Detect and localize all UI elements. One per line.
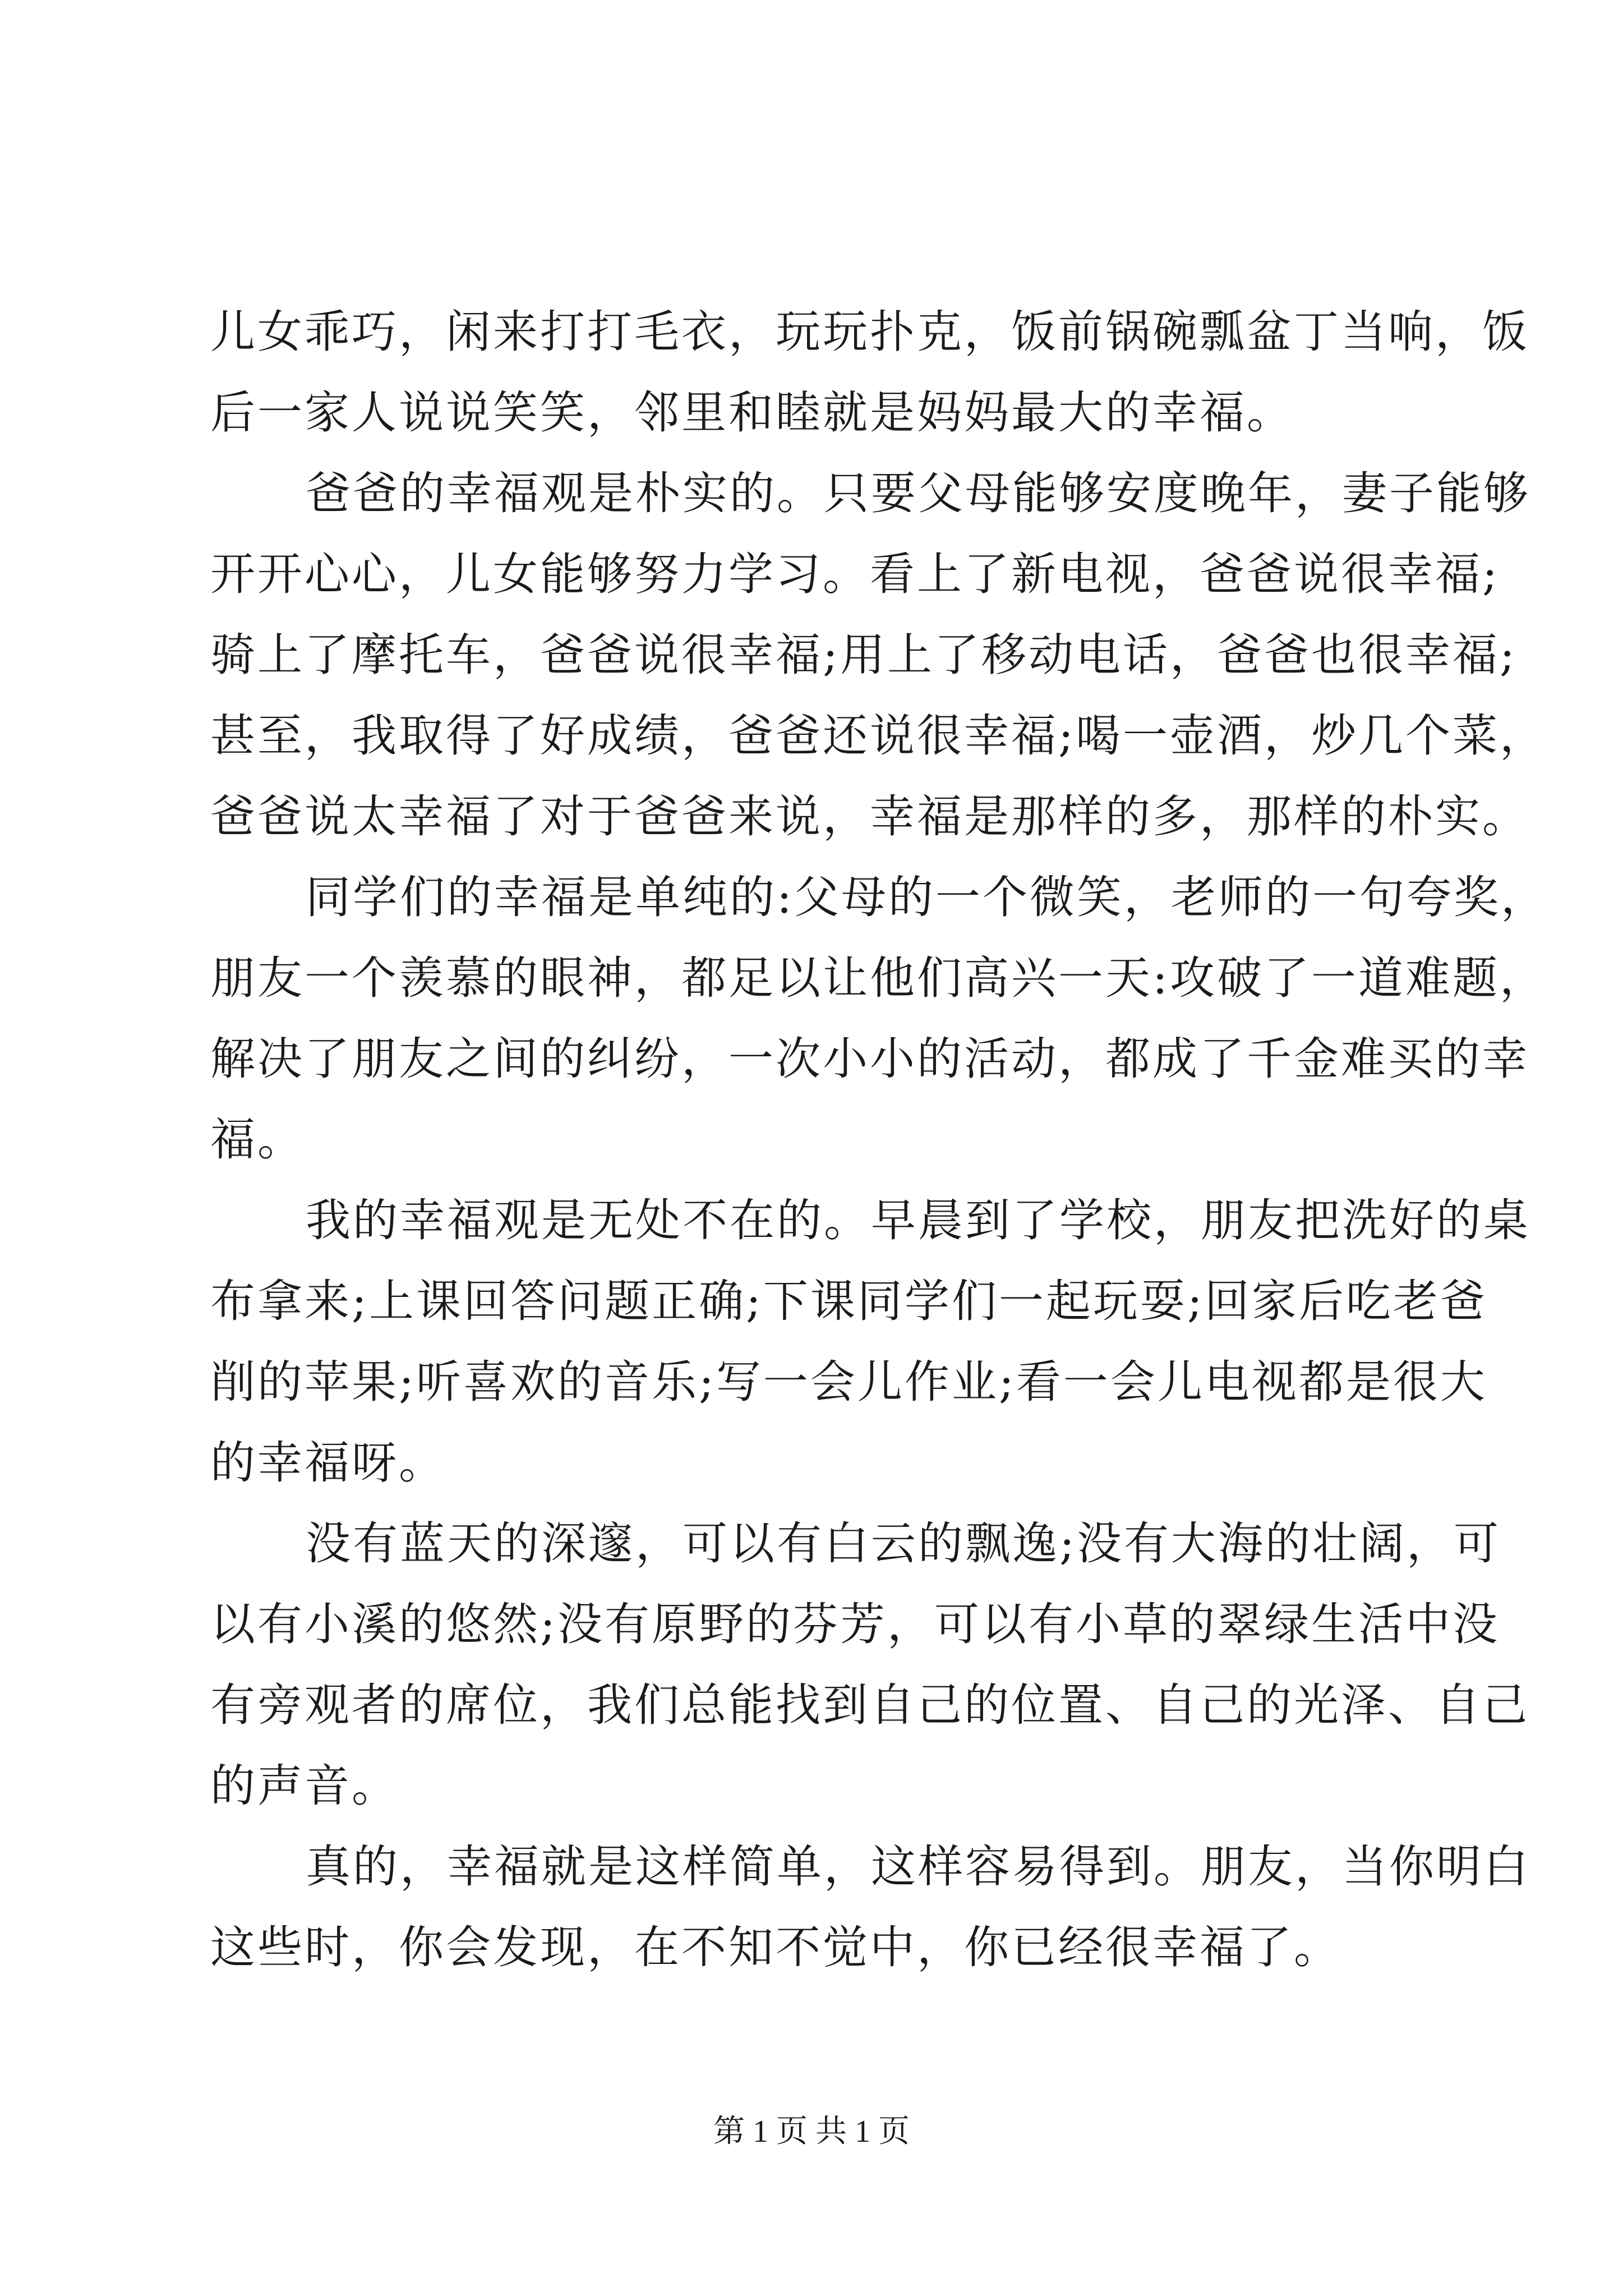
text-line: 的声音。 — [210, 1760, 399, 1812]
text-line: 的幸福呀。 — [210, 1437, 446, 1489]
text-line: 骑上了摩托车，爸爸说很幸福;用上了移动电话，爸爸也很幸福; — [210, 629, 1517, 681]
paragraph-start-line: 我的幸福观是无处不在的。早晨到了学校，朋友把洗好的桌 — [306, 1194, 1530, 1246]
text-line: 开开心心，儿女能够努力学习。看上了新电视，爸爸说很幸福; — [210, 548, 1500, 600]
text-line: 朋友一个羡慕的眼神，都足以让他们高兴一天:攻破了一道难题， — [210, 952, 1547, 1004]
paragraph-start-line: 同学们的幸福是单纯的:父母的一个微笑，老师的一句夸奖， — [306, 871, 1548, 923]
body-text — [210, 292, 1548, 1988]
text-line: 以有小溪的悠然;没有原野的芬芳，可以有小草的翠绿生活中没 — [210, 1598, 1500, 1650]
text-line: 布拿来;上课回答问题正确;下课同学们一起玩耍;回家后吃老爸 — [210, 1275, 1487, 1327]
text-line: 后一家人说说笑笑，邻里和睦就是妈妈最大的幸福。 — [210, 386, 1294, 439]
page-footer: 第 1 页 共 1 页 — [713, 2114, 910, 2149]
text-line: 甚至，我取得了好成绩，爸爸还说很幸福;喝一壶酒，炒几个菜， — [210, 710, 1547, 762]
text-line: 削的苹果;听喜欢的音乐;写一会儿作业;看一会儿电视都是很大 — [210, 1356, 1487, 1408]
paragraph-start-line: 没有蓝天的深邃，可以有白云的飘逸;没有大海的壮阔，可 — [306, 1517, 1501, 1570]
text-line: 解决了朋友之间的纠纷，一次小小的活动，都成了千金难买的幸 — [210, 1033, 1529, 1085]
text-line: 有旁观者的席位，我们总能找到自己的位置、自己的光泽、自己 — [210, 1679, 1529, 1731]
text-line: 爸爸说太幸福了对于爸爸来说，幸福是那样的多，那样的朴实。 — [210, 790, 1529, 843]
paragraph-start-line: 爸爸的幸福观是朴实的。只要父母能够安度晚年，妻子能够 — [306, 467, 1530, 519]
text-line: 福。 — [210, 1114, 305, 1166]
paragraph-start-line: 真的，幸福就是这样简单，这样容易得到。朋友，当你明白 — [306, 1841, 1530, 1893]
text-line: 儿女乖巧，闲来打打毛衣，玩玩扑克，饭前锅碗瓢盆丁当响，饭 — [210, 306, 1529, 358]
text-line: 这些时，你会发现，在不知不觉中，你已经很幸福了。 — [210, 1921, 1341, 1973]
